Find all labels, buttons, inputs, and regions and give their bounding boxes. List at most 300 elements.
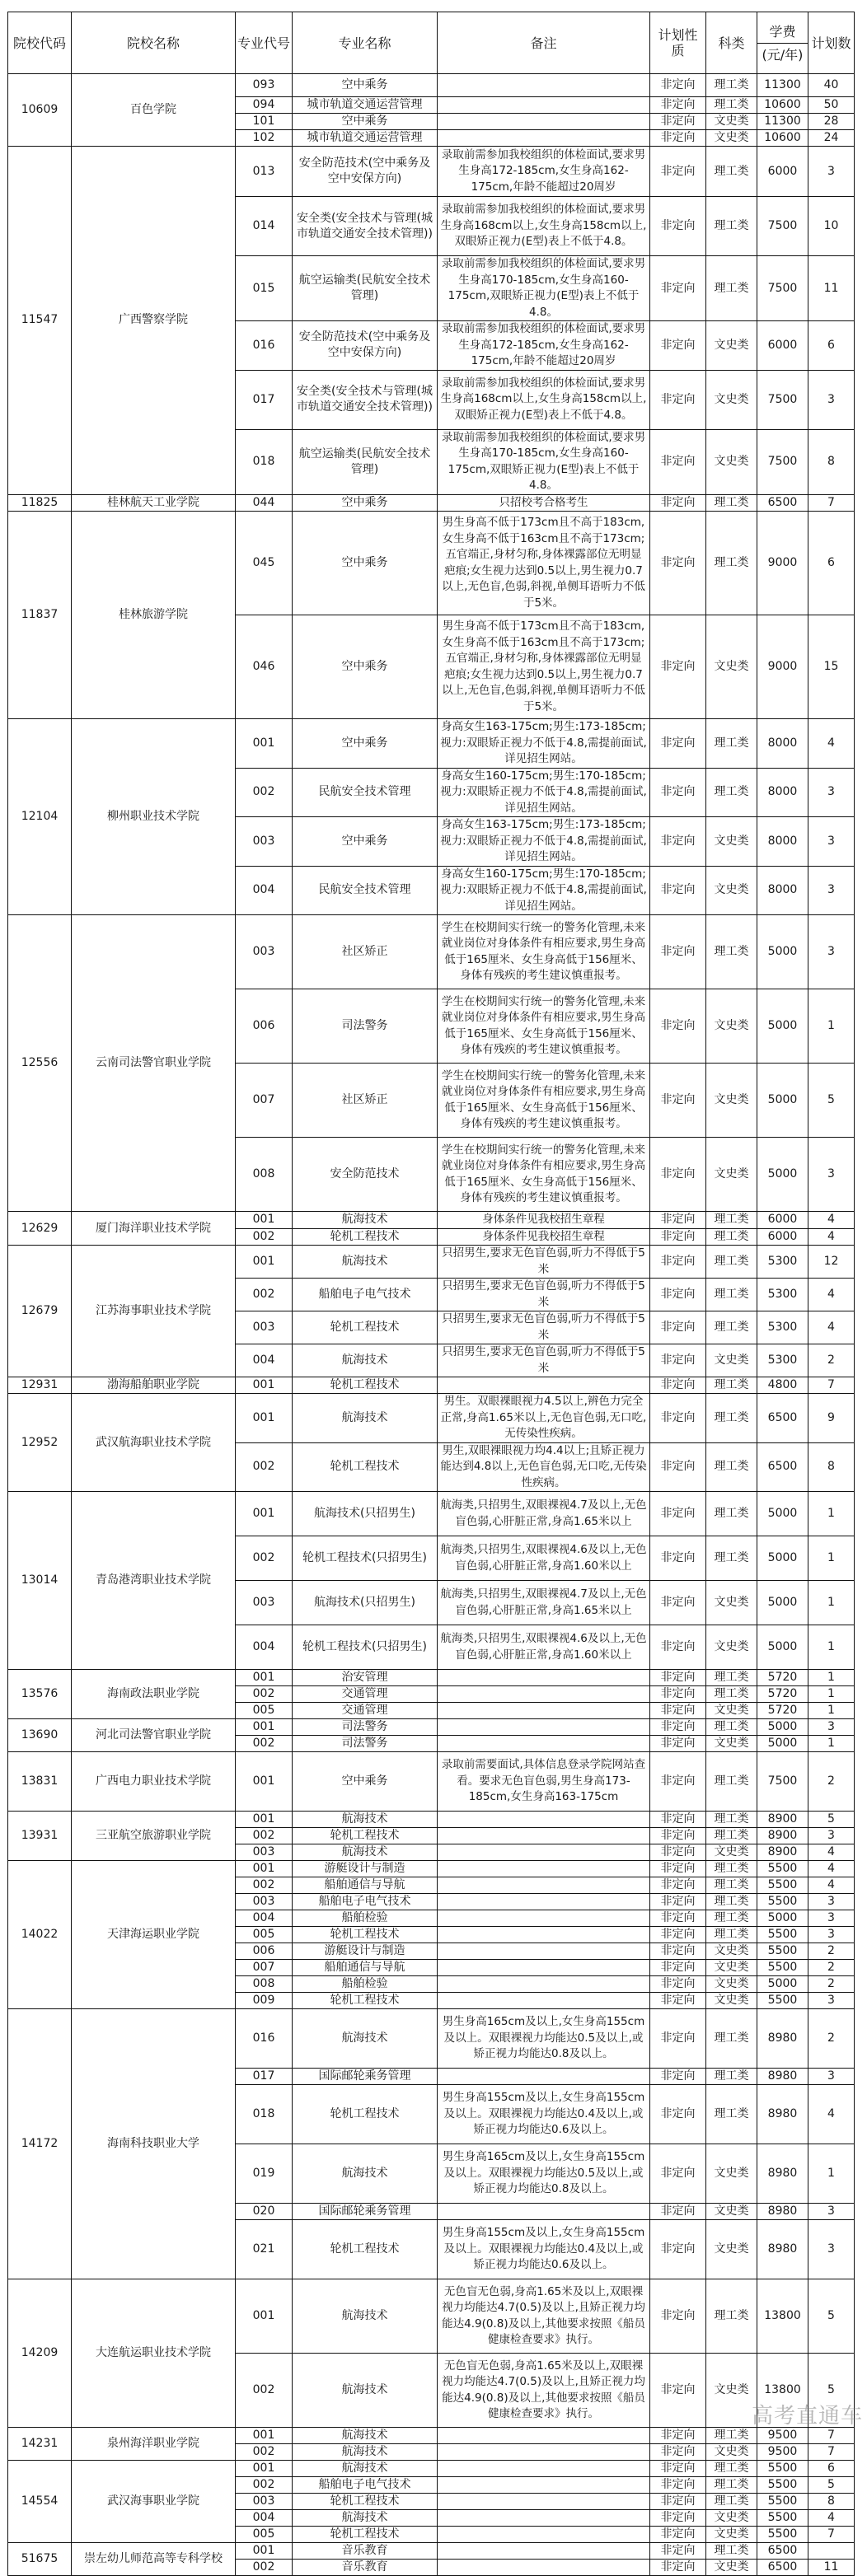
major-code-cell: 004 bbox=[236, 2510, 293, 2527]
plan-count-cell: 1 bbox=[808, 1736, 855, 1752]
remarks-cell: 男生身高165cm及以上,女生身高155cm及以上。双眼裸视力均能达0.5及以上,或矫正视力均能达0.8及以上。 bbox=[438, 2144, 650, 2204]
table-row bbox=[8, 2279, 855, 2354]
table-row bbox=[8, 2543, 855, 2560]
plan-count-cell: 4 bbox=[808, 2085, 855, 2144]
plan-count-cell: 3 bbox=[808, 915, 855, 989]
fee-cell: 11300 bbox=[757, 114, 808, 130]
category-cell: 理工类 bbox=[706, 2428, 757, 2444]
major-name-cell: 国际邮轮乘务管理 bbox=[293, 2069, 438, 2085]
major-name-cell: 空中乘务 bbox=[293, 494, 438, 512]
header-remarks: 备注 bbox=[438, 12, 650, 74]
table-row bbox=[8, 1670, 855, 1686]
major-name-cell: 航海技术 bbox=[293, 1812, 438, 1828]
major-name-cell: 游艇设计与制造 bbox=[293, 1861, 438, 1877]
remarks-cell: 录取前需参加我校组织的体检面试,要求男生身高168cm以上,女生身高158cm以上,双眼矫正视力(E型)表上不低于4.8。 bbox=[438, 197, 650, 256]
remarks-cell bbox=[438, 1877, 650, 1894]
plan-type-cell: 非定向 bbox=[650, 1894, 706, 1910]
category-cell: 文史类 bbox=[706, 2444, 757, 2461]
remarks-cell: 男生,双眼裸眼视力均4.4以上;且矫正视力能达到4.8以上,无色盲色弱,无口吃,无传染性疾病。 bbox=[438, 1442, 650, 1492]
major-name-cell: 航海技术 bbox=[293, 1344, 438, 1377]
fee-cell: 4800 bbox=[757, 1377, 808, 1394]
fee-cell: 5300 bbox=[757, 1246, 808, 1279]
plan-count-cell: 3 bbox=[808, 1910, 855, 1927]
school-name-cell: 柳州职业技术学院 bbox=[72, 719, 236, 915]
plan-type-cell: 非定向 bbox=[650, 817, 706, 867]
plan-count-cell: 5 bbox=[808, 1064, 855, 1138]
plan-count-cell: 3 bbox=[808, 817, 855, 867]
major-name-cell: 音乐教育 bbox=[293, 2560, 438, 2576]
fee-cell: 5500 bbox=[757, 2494, 808, 2510]
remarks-cell: 只招校考合格考生 bbox=[438, 494, 650, 512]
major-code-cell: 001 bbox=[236, 1246, 293, 1279]
plan-type-cell: 非定向 bbox=[650, 2494, 706, 2510]
fee-cell: 6000 bbox=[757, 321, 808, 371]
remarks-cell bbox=[438, 2527, 650, 2543]
major-code-cell: 004 bbox=[236, 1910, 293, 1927]
remarks-cell bbox=[438, 1894, 650, 1910]
remarks-cell bbox=[438, 114, 650, 130]
table-body bbox=[8, 74, 855, 2576]
major-code-cell: 018 bbox=[236, 2085, 293, 2144]
major-code-cell: 004 bbox=[236, 866, 293, 915]
plan-count-cell: 3 bbox=[808, 1138, 855, 1212]
major-code-cell: 001 bbox=[236, 1377, 293, 1394]
remarks-cell: 只招男生,要求无色盲色弱,听力不得低于5米 bbox=[438, 1279, 650, 1311]
plan-count-cell: 1 bbox=[808, 989, 855, 1064]
plan-type-cell: 非定向 bbox=[650, 2444, 706, 2461]
plan-count-cell: 1 bbox=[808, 2144, 855, 2204]
fee-cell: 6500 bbox=[757, 2543, 808, 2560]
plan-type-cell: 非定向 bbox=[650, 1844, 706, 1861]
major-name-cell: 航海技术 bbox=[293, 2354, 438, 2428]
fee-cell: 5000 bbox=[757, 1910, 808, 1927]
major-code-cell: 006 bbox=[236, 989, 293, 1064]
fee-cell: 5500 bbox=[757, 1960, 808, 1976]
fee-cell: 5500 bbox=[757, 2527, 808, 2543]
category-cell: 理工类 bbox=[706, 1311, 757, 1344]
remarks-cell bbox=[438, 1812, 650, 1828]
fee-cell: 5500 bbox=[757, 1861, 808, 1877]
major-code-cell: 003 bbox=[236, 1894, 293, 1910]
category-cell: 文史类 bbox=[706, 2560, 757, 2576]
category-cell: 理工类 bbox=[706, 2543, 757, 2560]
category-cell: 理工类 bbox=[706, 1442, 757, 1492]
category-cell: 理工类 bbox=[706, 1212, 757, 1229]
major-name-cell: 国际邮轮乘务管理 bbox=[293, 2204, 438, 2220]
remarks-cell: 学生在校期间实行统一的警务化管理,未来就业岗位对身体条件有相应要求,男生身高低于165厘米、女生身高低于156厘米、身体有残疾的考生建议慎重报考。 bbox=[438, 989, 650, 1064]
major-code-cell: 002 bbox=[236, 1536, 293, 1581]
category-cell: 文史类 bbox=[706, 1993, 757, 2009]
major-name-cell: 轮机工程技术 bbox=[293, 1311, 438, 1344]
major-name-cell: 安全防范技术(空中乘务及空中安保方向) bbox=[293, 147, 438, 197]
plan-type-cell: 非定向 bbox=[650, 2527, 706, 2543]
table-row bbox=[8, 1377, 855, 1394]
remarks-cell bbox=[438, 1703, 650, 1719]
remarks-cell: 男生身高165cm及以上,女生身高155cm及以上。双眼裸视力均能达0.5及以上,或矫正视力均能达0.8及以上。 bbox=[438, 2009, 650, 2069]
fee-cell: 9500 bbox=[757, 2428, 808, 2444]
plan-count-cell: 10 bbox=[808, 197, 855, 256]
major-name-cell: 航海技术 bbox=[293, 1212, 438, 1229]
remarks-cell bbox=[438, 2069, 650, 2085]
plan-type-cell: 非定向 bbox=[650, 768, 706, 817]
table-row bbox=[8, 74, 855, 97]
plan-count-cell: 3 bbox=[808, 1828, 855, 1844]
major-code-cell: 003 bbox=[236, 2494, 293, 2510]
plan-count-cell: 1 bbox=[808, 1492, 855, 1536]
plan-type-cell: 非定向 bbox=[650, 1279, 706, 1311]
plan-type-cell: 非定向 bbox=[650, 2510, 706, 2527]
category-cell: 文史类 bbox=[706, 989, 757, 1064]
plan-type-cell: 非定向 bbox=[650, 321, 706, 371]
category-cell: 文史类 bbox=[706, 615, 757, 719]
school-name-cell: 厦门海洋职业技术学院 bbox=[72, 1212, 236, 1246]
remarks-cell bbox=[438, 1736, 650, 1752]
major-code-cell: 002 bbox=[236, 1279, 293, 1311]
major-code-cell: 001 bbox=[236, 1719, 293, 1736]
category-cell: 理工类 bbox=[706, 1927, 757, 1943]
plan-count-cell: 5 bbox=[808, 1812, 855, 1828]
plan-type-cell: 非定向 bbox=[650, 2354, 706, 2428]
major-name-cell: 航海技术 bbox=[293, 2009, 438, 2069]
remarks-cell bbox=[438, 1910, 650, 1927]
header-major-code: 专业代号 bbox=[236, 12, 293, 74]
remarks-cell: 身体条件见我校招生章程 bbox=[438, 1228, 650, 1246]
major-name-cell: 船舶电子电气技术 bbox=[293, 1894, 438, 1910]
watermark: 高考直通车 bbox=[752, 2404, 864, 2429]
plan-count-cell: 3 bbox=[808, 2220, 855, 2279]
table-row bbox=[8, 1492, 855, 1536]
school-name-cell: 泉州海洋职业学院 bbox=[72, 2428, 236, 2461]
school-code-cell: 12931 bbox=[8, 1377, 72, 1394]
table-row bbox=[8, 1212, 855, 1229]
remarks-cell bbox=[438, 1960, 650, 1976]
plan-count-cell bbox=[808, 2543, 855, 2560]
plan-count-cell: 4 bbox=[808, 1212, 855, 1229]
major-code-cell: 001 bbox=[236, 1861, 293, 1877]
major-code-cell: 007 bbox=[236, 1064, 293, 1138]
plan-type-cell: 非定向 bbox=[650, 1686, 706, 1703]
fee-cell: 5300 bbox=[757, 1311, 808, 1344]
major-name-cell: 航海技术 bbox=[293, 1844, 438, 1861]
category-cell: 文史类 bbox=[706, 114, 757, 130]
fee-cell: 13800 bbox=[757, 2279, 808, 2354]
plan-count-cell: 24 bbox=[808, 130, 855, 147]
major-code-cell: 018 bbox=[236, 429, 293, 494]
plan-count-cell: 3 bbox=[808, 2204, 855, 2220]
major-code-cell: 009 bbox=[236, 1993, 293, 2009]
plan-type-cell: 非定向 bbox=[650, 1212, 706, 1229]
admission-plan-table bbox=[7, 12, 855, 2576]
major-name-cell: 轮机工程技术 bbox=[293, 1377, 438, 1394]
plan-type-cell: 非定向 bbox=[650, 1828, 706, 1844]
remarks-cell bbox=[438, 2477, 650, 2494]
major-name-cell: 空中乘务 bbox=[293, 817, 438, 867]
category-cell: 理工类 bbox=[706, 147, 757, 197]
major-code-cell: 001 bbox=[236, 2428, 293, 2444]
remarks-cell: 只招男生,要求无色盲色弱,听力不得低于5米 bbox=[438, 1246, 650, 1279]
fee-cell: 8900 bbox=[757, 1812, 808, 1828]
major-name-cell: 社区矫正 bbox=[293, 1064, 438, 1138]
fee-cell: 5000 bbox=[757, 1625, 808, 1670]
major-name-cell: 安全防范技术 bbox=[293, 1138, 438, 1212]
major-name-cell: 船舶通信与导航 bbox=[293, 1877, 438, 1894]
fee-cell: 9000 bbox=[757, 512, 808, 615]
table-row bbox=[8, 1861, 855, 1877]
remarks-cell: 无色盲无色弱,身高1.65米及以上,双眼裸视力均能达4.7(0.5)及以上,且矫正视力均能达4.9(0.8)及以上,其他要求按照《船员健康检查要求》执行。 bbox=[438, 2279, 650, 2354]
major-name-cell: 轮机工程技术 bbox=[293, 1228, 438, 1246]
major-name-cell: 轮机工程技术 bbox=[293, 1442, 438, 1492]
school-code-cell: 13931 bbox=[8, 1812, 72, 1861]
plan-type-cell: 非定向 bbox=[650, 256, 706, 321]
category-cell: 文史类 bbox=[706, 1138, 757, 1212]
category-cell: 理工类 bbox=[706, 1686, 757, 1703]
plan-type-cell: 非定向 bbox=[650, 1861, 706, 1877]
plan-type-cell: 非定向 bbox=[650, 147, 706, 197]
category-cell: 文史类 bbox=[706, 1581, 757, 1625]
major-name-cell: 船舶电子电气技术 bbox=[293, 2477, 438, 2494]
category-cell: 理工类 bbox=[706, 256, 757, 321]
category-cell: 文史类 bbox=[706, 370, 757, 429]
remarks-cell: 学生在校期间实行统一的警务化管理,未来就业岗位对身体条件有相应要求,男生身高低于165厘米、女生身高低于156厘米、身体有残疾的考生建议慎重报考。 bbox=[438, 915, 650, 989]
plan-type-cell: 非定向 bbox=[650, 1812, 706, 1828]
category-cell: 理工类 bbox=[706, 1492, 757, 1536]
category-cell: 文史类 bbox=[706, 321, 757, 371]
plan-count-cell: 12 bbox=[808, 1246, 855, 1279]
major-code-cell: 003 bbox=[236, 817, 293, 867]
category-cell: 文史类 bbox=[706, 2354, 757, 2428]
remarks-cell: 无色盲无色弱,身高1.65米及以上,双眼裸视力均能达4.7(0.5)及以上,且矫正视力均能达4.9(0.8)及以上,其他要求按照《船员健康检查要求》执行。 bbox=[438, 2354, 650, 2428]
fee-cell: 6500 bbox=[757, 1394, 808, 1443]
school-name-cell: 天津海运职业学院 bbox=[72, 1861, 236, 2009]
table-row bbox=[8, 2428, 855, 2444]
plan-count-cell: 2 bbox=[808, 1752, 855, 1812]
school-code-cell: 14554 bbox=[8, 2461, 72, 2543]
major-code-cell: 001 bbox=[236, 2461, 293, 2477]
category-cell: 理工类 bbox=[706, 1752, 757, 1812]
plan-type-cell: 非定向 bbox=[650, 2461, 706, 2477]
remarks-cell bbox=[438, 1686, 650, 1703]
school-code-cell: 12629 bbox=[8, 1212, 72, 1246]
category-cell: 理工类 bbox=[706, 719, 757, 769]
major-code-cell: 016 bbox=[236, 2009, 293, 2069]
fee-cell: 5720 bbox=[757, 1703, 808, 1719]
plan-type-cell: 非定向 bbox=[650, 2543, 706, 2560]
remarks-cell: 男生身高不低于173cm且不高于183cm,女生身高不低于163cm且不高于173cm;五官端正,身材匀称,身体裸露部位无明显疤痕;女生视力达到0.5以上,男生视力0.7以上,无色盲,色弱,斜视,单侧耳语听力不低于5米。 bbox=[438, 615, 650, 719]
remarks-cell bbox=[438, 1719, 650, 1736]
plan-count-cell: 5 bbox=[808, 2477, 855, 2494]
major-name-cell: 司法警务 bbox=[293, 1719, 438, 1736]
major-code-cell: 016 bbox=[236, 321, 293, 371]
fee-cell: 5300 bbox=[757, 1344, 808, 1377]
fee-cell: 8980 bbox=[757, 2220, 808, 2279]
plan-type-cell: 非定向 bbox=[650, 512, 706, 615]
fee-cell: 8900 bbox=[757, 1828, 808, 1844]
school-name-cell: 海南科技职业大学 bbox=[72, 2009, 236, 2279]
table-row bbox=[8, 2461, 855, 2477]
remarks-cell: 录取前需要面试,具体信息登录学院网站查看。要求无色盲色弱,男生身高173-185cm,女生身高163-175cm bbox=[438, 1752, 650, 1812]
remarks-cell: 身高女生160-175cm;男生:170-185cm;视力:双眼矫正视力不低于4.8,需提前面试,详见招生网站。 bbox=[438, 866, 650, 915]
table-row bbox=[8, 719, 855, 769]
fee-cell: 11300 bbox=[757, 74, 808, 97]
fee-cell: 5500 bbox=[757, 1993, 808, 2009]
major-code-cell: 007 bbox=[236, 1960, 293, 1976]
table-row bbox=[8, 2009, 855, 2069]
plan-type-cell: 非定向 bbox=[650, 989, 706, 1064]
plan-type-cell: 非定向 bbox=[650, 114, 706, 130]
plan-type-cell: 非定向 bbox=[650, 2428, 706, 2444]
plan-type-cell: 非定向 bbox=[650, 1752, 706, 1812]
plan-type-cell: 非定向 bbox=[650, 719, 706, 769]
remarks-cell bbox=[438, 1861, 650, 1877]
fee-cell: 5000 bbox=[757, 1536, 808, 1581]
remarks-cell: 航海类,只招男生,双眼裸视4.6及以上,无色盲色弱,心肝脏正常,身高1.60米以上 bbox=[438, 1536, 650, 1581]
header-category: 科类 bbox=[706, 12, 757, 74]
major-name-cell: 城市轨道交通运营管理 bbox=[293, 97, 438, 114]
category-cell: 理工类 bbox=[706, 1877, 757, 1894]
major-code-cell: 001 bbox=[236, 1752, 293, 1812]
major-name-cell: 司法警务 bbox=[293, 1736, 438, 1752]
remarks-cell: 男生。双眼裸眼视力4.5以上,辨色力完全正常,身高1.65米以上,无色盲色弱,无口吃,无传染性疾病。 bbox=[438, 1394, 650, 1443]
plan-type-cell: 非定向 bbox=[650, 1719, 706, 1736]
school-code-cell: 12104 bbox=[8, 719, 72, 915]
plan-type-cell: 非定向 bbox=[650, 1670, 706, 1686]
plan-type-cell: 非定向 bbox=[650, 1228, 706, 1246]
school-name-cell: 河北司法警官职业学院 bbox=[72, 1719, 236, 1752]
fee-cell: 6000 bbox=[757, 1212, 808, 1229]
school-code-cell: 11837 bbox=[8, 512, 72, 719]
remarks-cell bbox=[438, 130, 650, 147]
category-cell: 文史类 bbox=[706, 2220, 757, 2279]
remarks-cell bbox=[438, 1993, 650, 2009]
fee-cell: 8900 bbox=[757, 1844, 808, 1861]
fee-cell: 6500 bbox=[757, 2560, 808, 2576]
major-name-cell: 空中乘务 bbox=[293, 719, 438, 769]
major-name-cell: 交通管理 bbox=[293, 1686, 438, 1703]
remarks-cell bbox=[438, 1670, 650, 1686]
school-code-cell: 12679 bbox=[8, 1246, 72, 1377]
category-cell: 文史类 bbox=[706, 1844, 757, 1861]
header-school-name: 院校名称 bbox=[72, 12, 236, 74]
remarks-cell bbox=[438, 2461, 650, 2477]
plan-type-cell: 非定向 bbox=[650, 429, 706, 494]
major-code-cell: 006 bbox=[236, 1943, 293, 1960]
plan-count-cell: 3 bbox=[808, 768, 855, 817]
fee-cell: 5000 bbox=[757, 1138, 808, 1212]
plan-type-cell: 非定向 bbox=[650, 1993, 706, 2009]
major-name-cell: 交通管理 bbox=[293, 1703, 438, 1719]
plan-count-cell: 1 bbox=[808, 1703, 855, 1719]
category-cell: 文史类 bbox=[706, 1344, 757, 1377]
major-code-cell: 001 bbox=[236, 1394, 293, 1443]
school-name-cell: 大连航运职业技术学院 bbox=[72, 2279, 236, 2428]
remarks-cell: 男生身高155cm及以上,女生身高155cm及以上。双眼裸视力均能达0.4及以上,或矫正视力均能达0.6及以上。 bbox=[438, 2220, 650, 2279]
major-code-cell: 002 bbox=[236, 1877, 293, 1894]
major-code-cell: 002 bbox=[236, 1686, 293, 1703]
fee-cell: 5500 bbox=[757, 1894, 808, 1910]
plan-count-cell: 50 bbox=[808, 97, 855, 114]
plan-count-cell: 7 bbox=[808, 2428, 855, 2444]
category-cell: 文史类 bbox=[706, 866, 757, 915]
plan-count-cell: 1 bbox=[808, 1625, 855, 1670]
school-code-cell: 14172 bbox=[8, 2009, 72, 2279]
fee-cell: 5000 bbox=[757, 915, 808, 989]
plan-count-cell: 4 bbox=[808, 1228, 855, 1246]
category-cell: 理工类 bbox=[706, 1670, 757, 1686]
major-code-cell: 013 bbox=[236, 147, 293, 197]
major-name-cell: 空中乘务 bbox=[293, 512, 438, 615]
major-name-cell: 航海技术 bbox=[293, 1394, 438, 1443]
remarks-cell: 身高女生160-175cm;男生:170-185cm;视力:双眼矫正视力不低于4.8,需提前面试,详见招生网站。 bbox=[438, 768, 650, 817]
plan-type-cell: 非定向 bbox=[650, 1976, 706, 1993]
table-row bbox=[8, 1719, 855, 1736]
major-name-cell: 轮机工程技术 bbox=[293, 2494, 438, 2510]
fee-cell: 6000 bbox=[757, 1228, 808, 1246]
school-code-cell: 12952 bbox=[8, 1394, 72, 1492]
fee-cell: 5000 bbox=[757, 989, 808, 1064]
admission-plan-table-wrapper bbox=[7, 12, 855, 2576]
plan-count-cell: 4 bbox=[808, 1861, 855, 1877]
plan-count-cell: 1 bbox=[808, 1670, 855, 1686]
fee-cell: 9500 bbox=[757, 2444, 808, 2461]
category-cell: 文史类 bbox=[706, 1976, 757, 1993]
header-plan-type: 计划性质 bbox=[650, 12, 706, 74]
plan-type-cell: 非定向 bbox=[650, 1943, 706, 1960]
major-name-cell: 航海技术 bbox=[293, 2461, 438, 2477]
school-name-cell: 广西电力职业技术学院 bbox=[72, 1752, 236, 1812]
plan-count-cell: 11 bbox=[808, 2560, 855, 2576]
fee-cell: 7500 bbox=[757, 197, 808, 256]
major-code-cell: 002 bbox=[236, 1442, 293, 1492]
category-cell: 理工类 bbox=[706, 2009, 757, 2069]
plan-count-cell: 3 bbox=[808, 1993, 855, 2009]
plan-count-cell: 7 bbox=[808, 2444, 855, 2461]
major-name-cell: 航海技术 bbox=[293, 2279, 438, 2354]
major-name-cell: 航海技术(只招男生) bbox=[293, 1581, 438, 1625]
remarks-cell: 航海类,只招男生,双眼裸视4.7及以上,无色盲色弱,心肝脏正常,身高1.65米以上 bbox=[438, 1492, 650, 1536]
remarks-cell bbox=[438, 2428, 650, 2444]
major-code-cell: 001 bbox=[236, 1812, 293, 1828]
category-cell: 文史类 bbox=[706, 1960, 757, 1976]
plan-type-cell: 非定向 bbox=[650, 1960, 706, 1976]
major-code-cell: 017 bbox=[236, 370, 293, 429]
school-name-cell: 江苏海事职业技术学院 bbox=[72, 1246, 236, 1377]
header-school-code: 院校代码 bbox=[8, 12, 72, 74]
plan-type-cell: 非定向 bbox=[650, 1394, 706, 1443]
school-name-cell: 海南政法职业学院 bbox=[72, 1670, 236, 1719]
school-name-cell: 崇左幼儿师范高等专科学校 bbox=[72, 2543, 236, 2576]
major-code-cell: 005 bbox=[236, 1927, 293, 1943]
plan-count-cell: 6 bbox=[808, 321, 855, 371]
major-name-cell: 轮机工程技术 bbox=[293, 1828, 438, 1844]
plan-count-cell: 3 bbox=[808, 147, 855, 197]
major-code-cell: 102 bbox=[236, 130, 293, 147]
remarks-cell bbox=[438, 2543, 650, 2560]
major-name-cell: 轮机工程技术 bbox=[293, 2220, 438, 2279]
major-code-cell: 003 bbox=[236, 1844, 293, 1861]
major-name-cell: 航海技术(只招男生) bbox=[293, 1492, 438, 1536]
major-code-cell: 094 bbox=[236, 97, 293, 114]
fee-cell: 5000 bbox=[757, 1976, 808, 1993]
plan-type-cell: 非定向 bbox=[650, 1877, 706, 1894]
school-name-cell: 武汉海事职业学院 bbox=[72, 2461, 236, 2543]
plan-count-cell: 4 bbox=[808, 1279, 855, 1311]
fee-cell: 5000 bbox=[757, 1064, 808, 1138]
school-code-cell: 13831 bbox=[8, 1752, 72, 1812]
category-cell: 文史类 bbox=[706, 1736, 757, 1752]
category-cell: 理工类 bbox=[706, 1536, 757, 1581]
category-cell: 理工类 bbox=[706, 1910, 757, 1927]
plan-type-cell: 非定向 bbox=[650, 2069, 706, 2085]
